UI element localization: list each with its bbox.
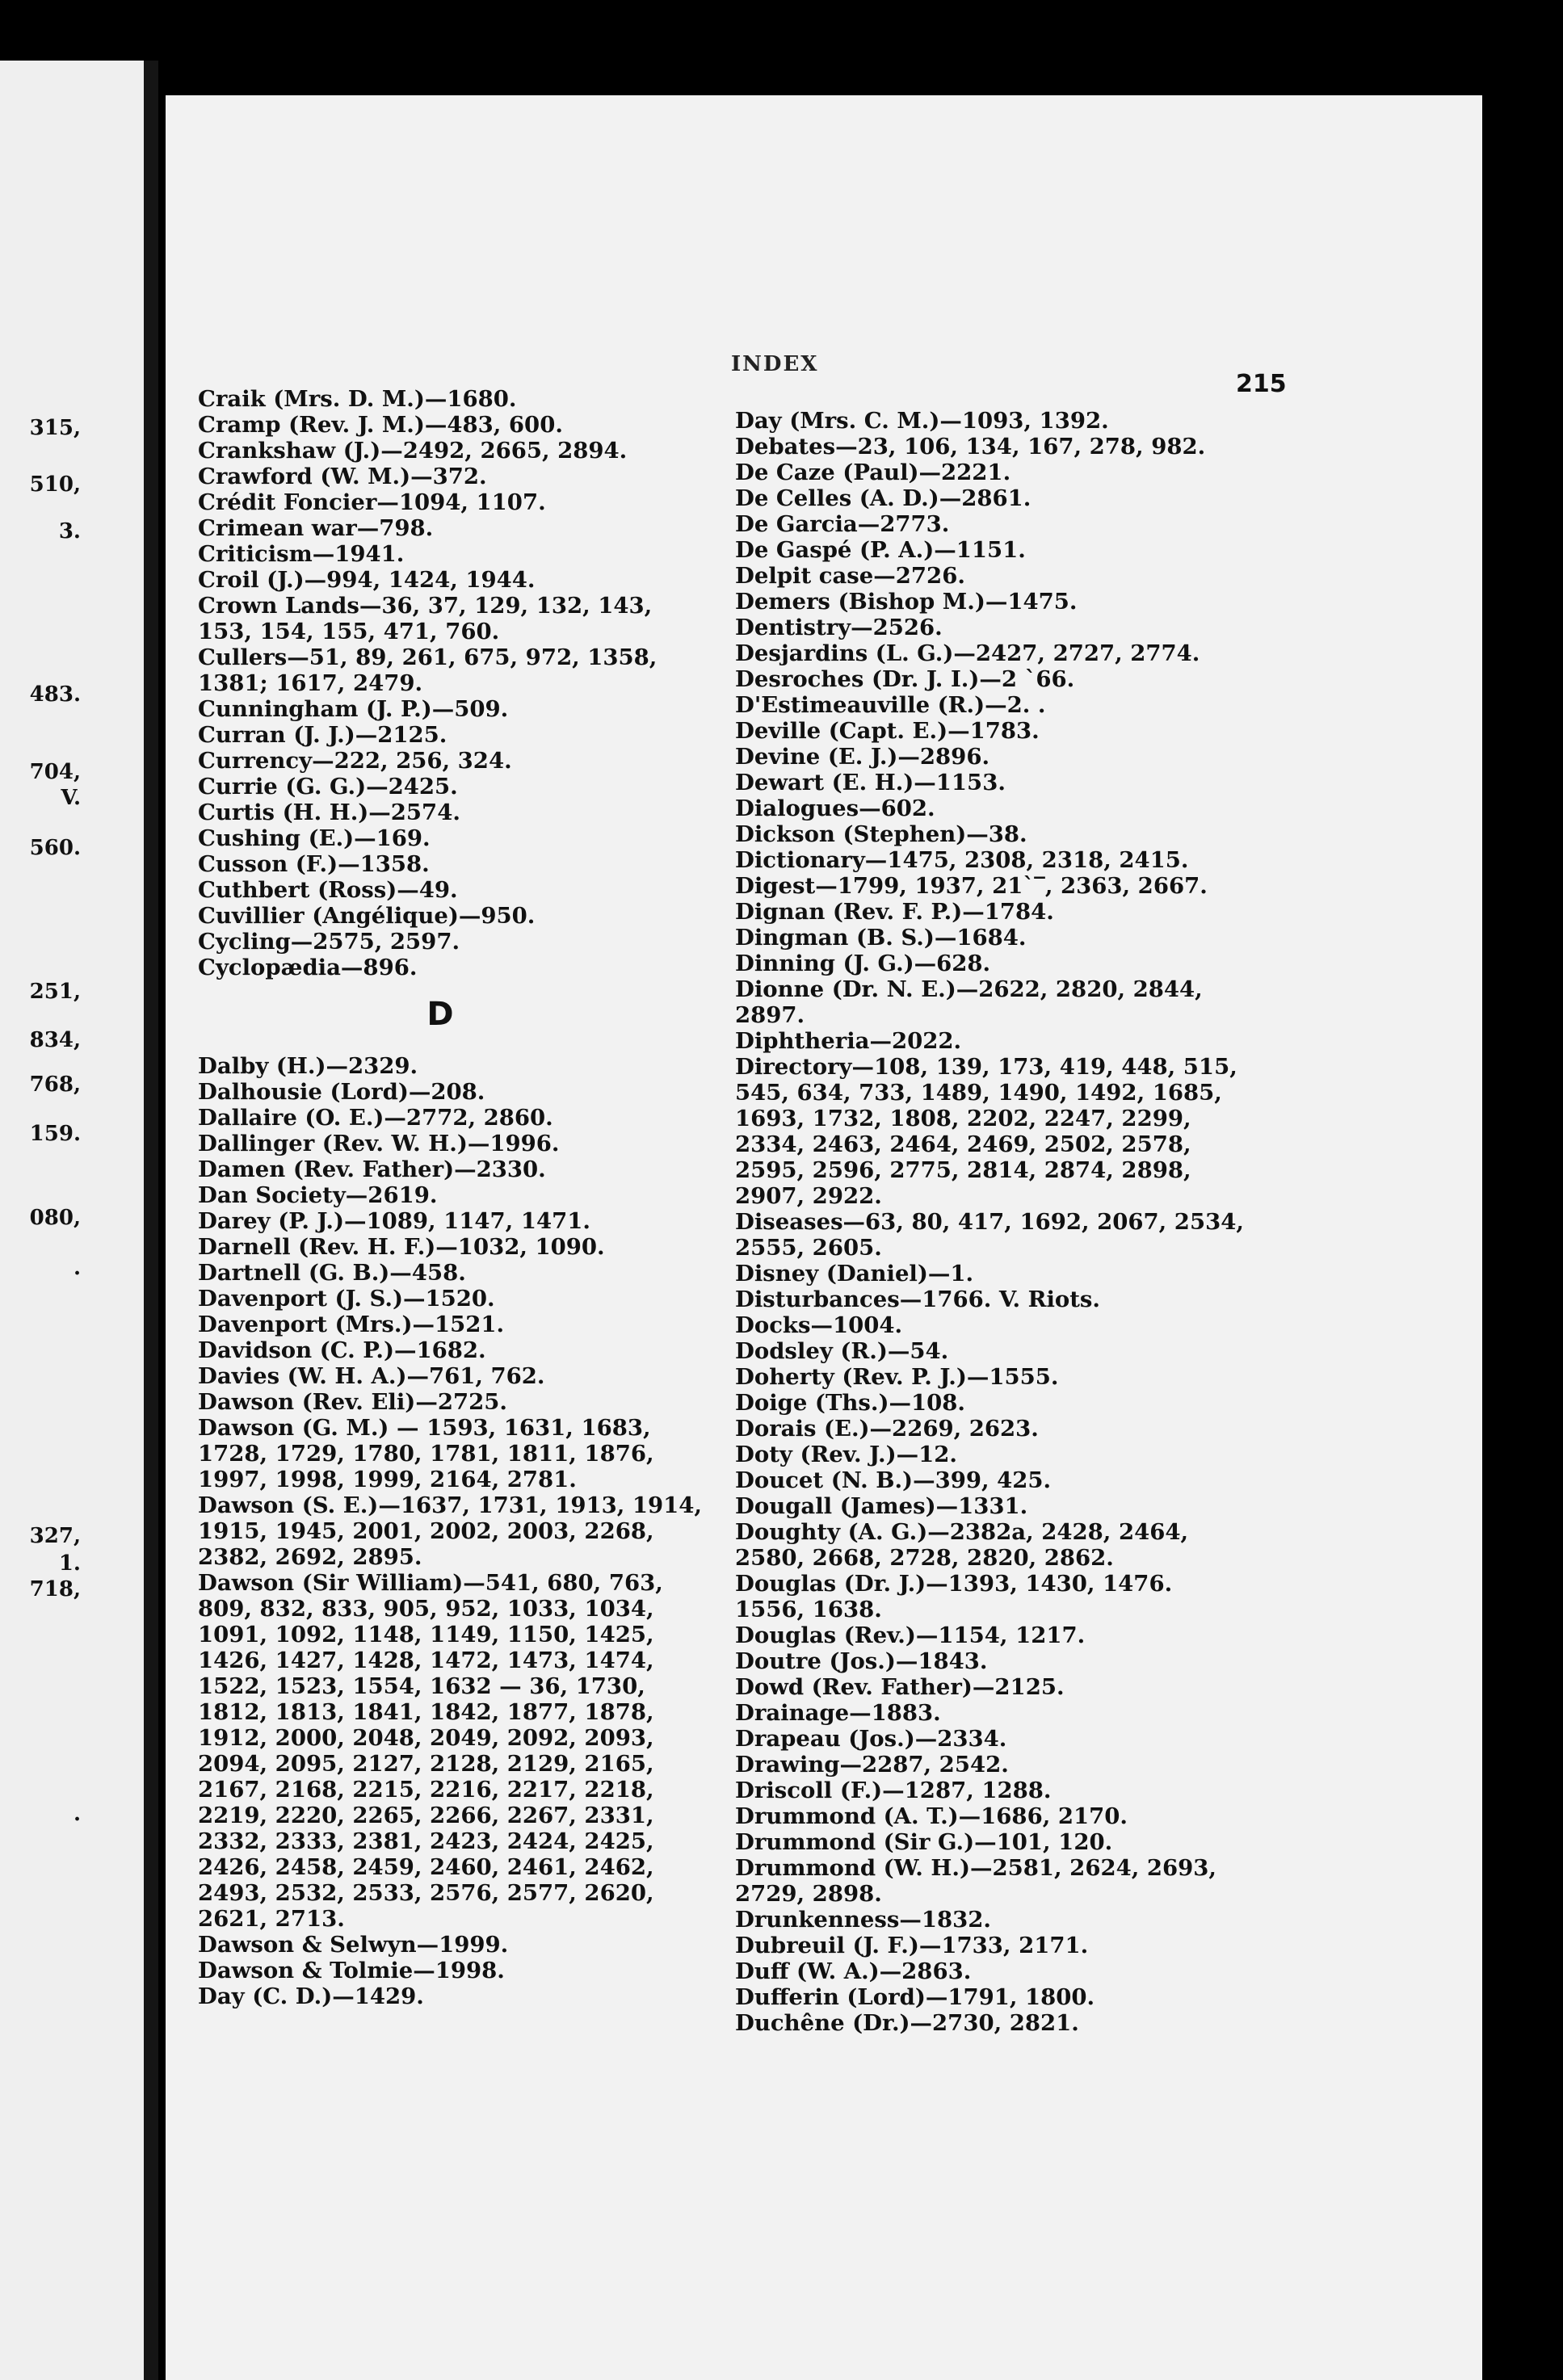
index-entry: Crédit Foncier—1094, 1107. (198, 489, 546, 515)
index-entry: Cullers—51, 89, 261, 675, 972, 1358, 1381; 1617, 2479. (198, 644, 658, 696)
index-entry: Cushing (E.)—169. (198, 825, 431, 851)
index-entry: Crimean war—798. (198, 515, 434, 541)
index-entry: Desjardins (L. G.)—2427, 2727, 2774. (735, 640, 1200, 666)
index-entry: Cycling—2575, 2597. (198, 929, 460, 955)
index-entry: Cramp (Rev. J. M.)—483, 600. (198, 412, 563, 438)
index-entry: Drummond (W. H.)—2581, 2624, 2693, 2729, 2898. (735, 1855, 1216, 1907)
index-entry: Drummond (A. T.)—1686, 2170. (735, 1803, 1128, 1829)
index-entry: Doty (Rev. J.)—12. (735, 1442, 957, 1467)
index-entry: Davenport (Mrs.)—1521. (198, 1312, 505, 1337)
index-entry: Craik (Mrs. D. M.)—1680. (198, 386, 517, 412)
index-entry: Davies (W. H. A.)—761, 762. (198, 1363, 545, 1389)
page-gutter (144, 61, 158, 2380)
index-entry: Day (C. D.)—1429. (198, 1983, 424, 2009)
index-entry: Curtis (H. H.)—2574. (198, 800, 460, 825)
prev-page-fragment: . (73, 1256, 81, 1280)
index-entry: Davidson (C. P.)—1682. (198, 1337, 486, 1363)
index-entry: De Caze (Paul)—2221. (735, 460, 1011, 485)
index-entry: Currency—222, 256, 324. (198, 748, 512, 774)
d-entries-continued (735, 408, 1446, 2036)
prev-page-fragment: V. (61, 786, 81, 810)
index-entry: Diphtheria—2022. (735, 1028, 962, 1054)
index-entry: Drainage—1883. (735, 1700, 941, 1726)
index-entry: De Garcia—2773. (735, 511, 950, 537)
index-entry: Dickson (Stephen)—38. (735, 821, 1027, 847)
index-entry: Doutre (Jos.)—1843. (735, 1648, 988, 1674)
index-entry: Duff (W. A.)—2863. (735, 1958, 972, 1984)
index-entry: Dufferin (Lord)—1791, 1800. (735, 1984, 1095, 2010)
prev-page-fragment: 834, (29, 1028, 81, 1052)
index-entry: Dalhousie (Lord)—208. (198, 1079, 485, 1105)
index-entry: Dialogues—602. (735, 795, 935, 821)
index-entry: D'Estimeauville (R.)—2. . (735, 692, 1046, 718)
index-entry: Dodsley (R.)—54. (735, 1338, 949, 1364)
index-entry: Davenport (J. S.)—1520. (198, 1286, 495, 1312)
section-heading: D (426, 996, 454, 1033)
index-entry: De Gaspé (P. A.)—1151. (735, 537, 1026, 563)
index-entry: Darnell (Rev. H. F.)—1032, 1090. (198, 1234, 605, 1260)
index-entry: Drummond (Sir G.)—101, 120. (735, 1829, 1113, 1855)
index-entry: Disney (Daniel)—1. (735, 1261, 974, 1287)
index-entry: Doughty (A. G.)—2382a, 2428, 2464, 2580, 2668, 2728, 2820, 2862. (735, 1519, 1189, 1571)
index-entry: Dowd (Rev. Father)—2125. (735, 1674, 1065, 1700)
index-entry: Drapeau (Jos.)—2334. (735, 1726, 1007, 1752)
index-entry: Dentistry—2526. (735, 615, 943, 640)
index-entry: Dawson (G. M.) — 1593, 1631, 1683, 1728, 1729, 1780, 1781, 1811, 1876, 1997, 1998, 1999, 2164, 2781. (198, 1415, 654, 1492)
index-entry: Dan Society—2619. (198, 1182, 438, 1208)
index-entry: Crankshaw (J.)—2492, 2665, 2894. (198, 438, 628, 464)
index-entry: Dionne (Dr. N. E.)—2622, 2820, 2844, 2897. (735, 976, 1203, 1028)
page-number: 215 (1236, 370, 1287, 398)
index-entry: Driscoll (F.)—1287, 1288. (735, 1778, 1052, 1803)
index-entry: Duchêne (Dr.)—2730, 2821. (735, 2010, 1079, 2036)
prev-page-fragment: 1. (58, 1551, 81, 1576)
index-entry: Dallaire (O. E.)—2772, 2860. (198, 1105, 553, 1131)
index-entry: Cunningham (J. P.)—509. (198, 696, 509, 722)
prev-page-fragment: 327, (29, 1524, 81, 1548)
index-entry: Drawing—2287, 2542. (735, 1752, 1009, 1778)
index-entry: Dingman (B. S.)—1684. (735, 925, 1027, 951)
index-entry: Darey (P. J.)—1089, 1147, 1471. (198, 1208, 590, 1234)
prev-page-fragment: 159. (29, 1122, 81, 1146)
prev-page-fragment: 510, (29, 472, 81, 497)
index-entry: De Celles (A. D.)—2861. (735, 485, 1031, 511)
index-entry: Damen (Rev. Father)—2330. (198, 1156, 546, 1182)
index-entry: Curran (J. J.)—2125. (198, 722, 447, 748)
right-column (735, 408, 1446, 2036)
index-entry: Douglas (Rev.)—1154, 1217. (735, 1622, 1086, 1648)
index-entry: Demers (Bishop M.)—1475. (735, 589, 1078, 615)
index-entry: Devine (E. J.)—2896. (735, 744, 990, 770)
prev-page-fragment: 3. (58, 519, 81, 544)
index-entry: Dawson (Sir William)—541, 680, 763, 809, 832, 833, 905, 952, 1033, 1034, 1091, 1092, 1148, 1149, 1150, 1425, 1426, 1427, 1428, 1472, 1473, 1474, 1522, 1523, 1554, 1632 — 36, 1730, 1812, 1813, 1841, 1842, 1877, 1878, 1912, 2000, 2048, 2049, 2092, 2093, 2094, 2095, 2127, 2128, 2129, 2165, 2167, 2168, 2215, 2216, 2217, 2218, 2219, 2220, 2265, 2266, 2267, 2331, 2332, 2333, 2381, 2423, 2424, 2425, 2426, 2458, 2459, 2460, 2461, 2462, 2493, 2532, 2533, 2576, 2577, 2620, 2621, 2713. (198, 1570, 663, 1932)
index-entry: Delpit case—2726. (735, 563, 965, 589)
index-entry: Cyclopædia—896. (198, 955, 418, 980)
index-entry: Dewart (E. H.)—1153. (735, 770, 1006, 795)
index-entry: Dartnell (G. B.)—458. (198, 1260, 466, 1286)
index-entry: Directory—108, 139, 173, 419, 448, 515, 545, 634, 733, 1489, 1490, 1492, 1685, 1693, 1732, 1808, 2202, 2247, 2299, 2334, 2463, 2464, 2469, 2502, 2578, 2595, 2596, 2775, 2814, 2874, 2898, 2907, 2922. (735, 1054, 1237, 1209)
index-entry: Dictionary—1475, 2308, 2318, 2415. (735, 847, 1189, 873)
index-entry: Disturbances—1766. V. Riots. (735, 1287, 1100, 1312)
index-entry: Dignan (Rev. F. P.)—1784. (735, 899, 1054, 925)
prev-page-fragment: 560. (29, 836, 81, 860)
index-page (166, 95, 1482, 2380)
index-entry: Croil (J.)—994, 1424, 1944. (198, 567, 536, 593)
prev-page-fragment: 080, (29, 1206, 81, 1230)
prev-page-fragment: . (73, 1802, 81, 1826)
prev-page-fragment: 718, (29, 1577, 81, 1601)
index-entry: Desroches (Dr. J. I.)—2 `66. (735, 666, 1075, 692)
index-entry: Crown Lands—36, 37, 129, 132, 143, 153, 154, 155, 471, 760. (198, 593, 653, 644)
index-entry: Dinning (J. G.)—628. (735, 951, 991, 976)
prev-page-fragment: 251, (29, 980, 81, 1004)
index-entry: Cuthbert (Ross)—49. (198, 877, 458, 903)
prev-page-fragment: 768, (29, 1072, 81, 1097)
index-entry: Dallinger (Rev. W. H.)—1996. (198, 1131, 560, 1156)
index-entry: Dawson & Selwyn—1999. (198, 1932, 509, 1958)
index-entry: Doige (Ths.)—108. (735, 1390, 965, 1416)
prev-page-fragment: 315, (29, 416, 81, 440)
index-entry: Deville (Capt. E.)—1783. (735, 718, 1040, 744)
index-entry: Diseases—63, 80, 417, 1692, 2067, 2534, 2555, 2605. (735, 1209, 1244, 1261)
index-entry: Dawson & Tolmie—1998. (198, 1958, 505, 1983)
prev-page-fragment: 704, (29, 760, 81, 784)
index-entry: Dubreuil (J. F.)—1733, 2171. (735, 1933, 1089, 1958)
index-entry: Dawson (Rev. Eli)—2725. (198, 1389, 507, 1415)
prev-page-fragment: 483. (29, 682, 81, 707)
index-entry: Day (Mrs. C. M.)—1093, 1392. (735, 408, 1109, 434)
index-entry: Cusson (F.)—1358. (198, 851, 430, 877)
index-entry: Dougall (James)—1331. (735, 1493, 1028, 1519)
index-entry: Doherty (Rev. P. J.)—1555. (735, 1364, 1059, 1390)
index-entry: Currie (G. G.)—2425. (198, 774, 458, 800)
index-entry: Crawford (W. M.)—372. (198, 464, 487, 489)
index-entry: Douglas (Dr. J.)—1393, 1430, 1476. 1556, 1638. (735, 1571, 1173, 1622)
index-entry: Debates—23, 106, 134, 167, 278, 982. (735, 434, 1206, 460)
index-entry: Criticism—1941. (198, 541, 405, 567)
previous-page-strip (0, 61, 153, 2380)
index-entry: Dorais (E.)—2269, 2623. (735, 1416, 1039, 1442)
index-entry: Dawson (S. E.)—1637, 1731, 1913, 1914, 1915, 1945, 2001, 2002, 2003, 2268, 2382, 2692, 2895. (198, 1492, 702, 1570)
index-entry: Docks—1004. (735, 1312, 903, 1338)
index-entry: Drunkenness—1832. (735, 1907, 991, 1933)
page-title: INDEX (731, 352, 819, 376)
index-entry: Digest—1799, 1937, 21`‾, 2363, 2667. (735, 873, 1208, 899)
index-entry: Dalby (H.)—2329. (198, 1053, 418, 1079)
index-entry: Doucet (N. B.)—399, 425. (735, 1467, 1052, 1493)
index-entry: Cuvillier (Angélique)—950. (198, 903, 536, 929)
